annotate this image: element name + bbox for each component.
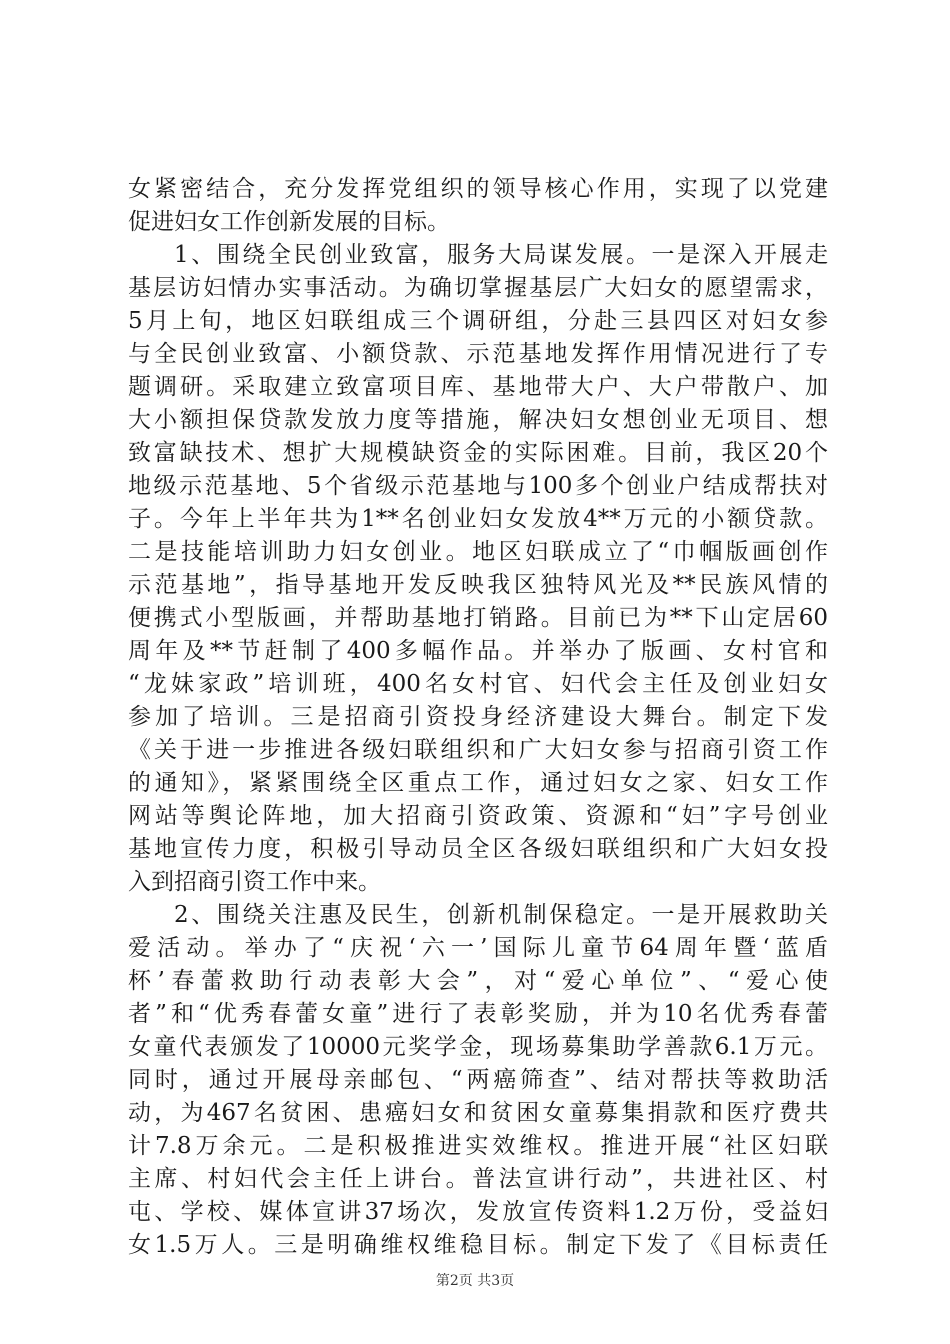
text-line: 2、围绕关注惠及民生，创新机制保稳定。一是开展救助关 — [174, 902, 828, 928]
text-line: 大小额担保贷款发放力度等措施，解决妇女想创业无项目、想 — [128, 407, 828, 433]
text-line: 5月上旬，地区妇联组成三个调研组，分赴三县四区对妇女参 — [128, 308, 828, 334]
text-line: 致富缺技术、想扩大规模缺资金的实际困难。目前，我区20个 — [128, 440, 828, 466]
text-line: 基地宣传力度，积极引导动员全区各级妇联组织和广大妇女投 — [128, 836, 828, 862]
text-line: 二是技能培训助力妇女创业。地区妇联成立了“巾帼版画创作 — [128, 539, 828, 565]
text-line: 1、围绕全民创业致富，服务大局谋发展。一是深入开展走 — [174, 242, 828, 268]
text-line: 女紧密结合，充分发挥党组织的领导核心作用，实现了以党建 — [128, 176, 828, 202]
text-line: 同时，通过开展母亲邮包、“两癌筛查”、结对帮扶等救助活 — [128, 1067, 828, 1093]
text-line: 便携式小型版画，并帮助基地打销路。目前已为**下山定居60 — [128, 605, 828, 631]
text-line: 周年及**节赶制了400多幅作品。并举办了版画、女村官和 — [128, 638, 828, 664]
text-line: 地级示范基地、5个省级示范基地与100多个创业户结成帮扶对 — [128, 473, 828, 499]
text-line: 者”和“优秀春蕾女童”进行了表彰奖励，并为10名优秀春蕾 — [128, 1001, 828, 1027]
text-line: 网站等舆论阵地，加大招商引资政策、资源和“妇”字号创业 — [128, 803, 828, 829]
text-line: 入到招商引资工作中来。 — [128, 869, 381, 895]
text-line: 爱活动。举办了“庆祝‘六一’国际儿童节64周年暨‘蓝盾 — [128, 935, 828, 961]
text-line: 的通知》，紧紧围绕全区重点工作，通过妇女之家、妇女工作 — [128, 770, 828, 796]
text-line: “龙妹家政”培训班，400名女村官、妇代会主任及创业妇女 — [128, 671, 828, 697]
body-text — [128, 173, 828, 1262]
text-line: 题调研。采取建立致富项目库、基地带大户、大户带散户、加 — [128, 374, 828, 400]
text-line: 与全民创业致富、小额贷款、示范基地发挥作用情况进行了专 — [128, 341, 828, 367]
text-line: 《关于进一步推进各级妇联组织和广大妇女参与招商引资工作 — [128, 737, 828, 763]
text-line: 主席、村妇代会主任上讲台。普法宣讲行动”，共进社区、村 — [128, 1166, 828, 1192]
text-line: 动，为467名贫困、患癌妇女和贫困女童募集捐款和医疗费共 — [128, 1100, 828, 1126]
text-line: 参加了培训。三是招商引资投身经济建设大舞台。制定下发 — [128, 704, 828, 730]
page-footer: 第2页 共3页 — [435, 1273, 515, 1289]
text-line: 杯’春蕾救助行动表彰大会”，对“爱心单位”、“爱心使 — [128, 968, 828, 994]
text-line: 女1.5万人。三是明确维权维稳目标。制定下发了《目标责任 — [128, 1232, 828, 1258]
text-line: 基层访妇情办实事活动。为确切掌握基层广大妇女的愿望需求， — [128, 275, 828, 301]
text-line: 屯、学校、媒体宣讲37场次，发放宣传资料1.2万份，受益妇 — [128, 1199, 828, 1225]
text-line: 子。今年上半年共为1**名创业妇女发放4**万元的小额贷款。 — [128, 506, 828, 532]
text-line: 女童代表颁发了10000元奖学金，现场募集助学善款6.1万元。 — [128, 1034, 828, 1060]
text-line: 计7.8万余元。二是积极推进实效维权。推进开展“社区妇联 — [128, 1133, 828, 1159]
text-line: 促进妇女工作创新发展的目标。 — [128, 209, 450, 235]
text-line: 示范基地”，指导基地开发反映我区独特风光及**民族风情的 — [128, 572, 828, 598]
